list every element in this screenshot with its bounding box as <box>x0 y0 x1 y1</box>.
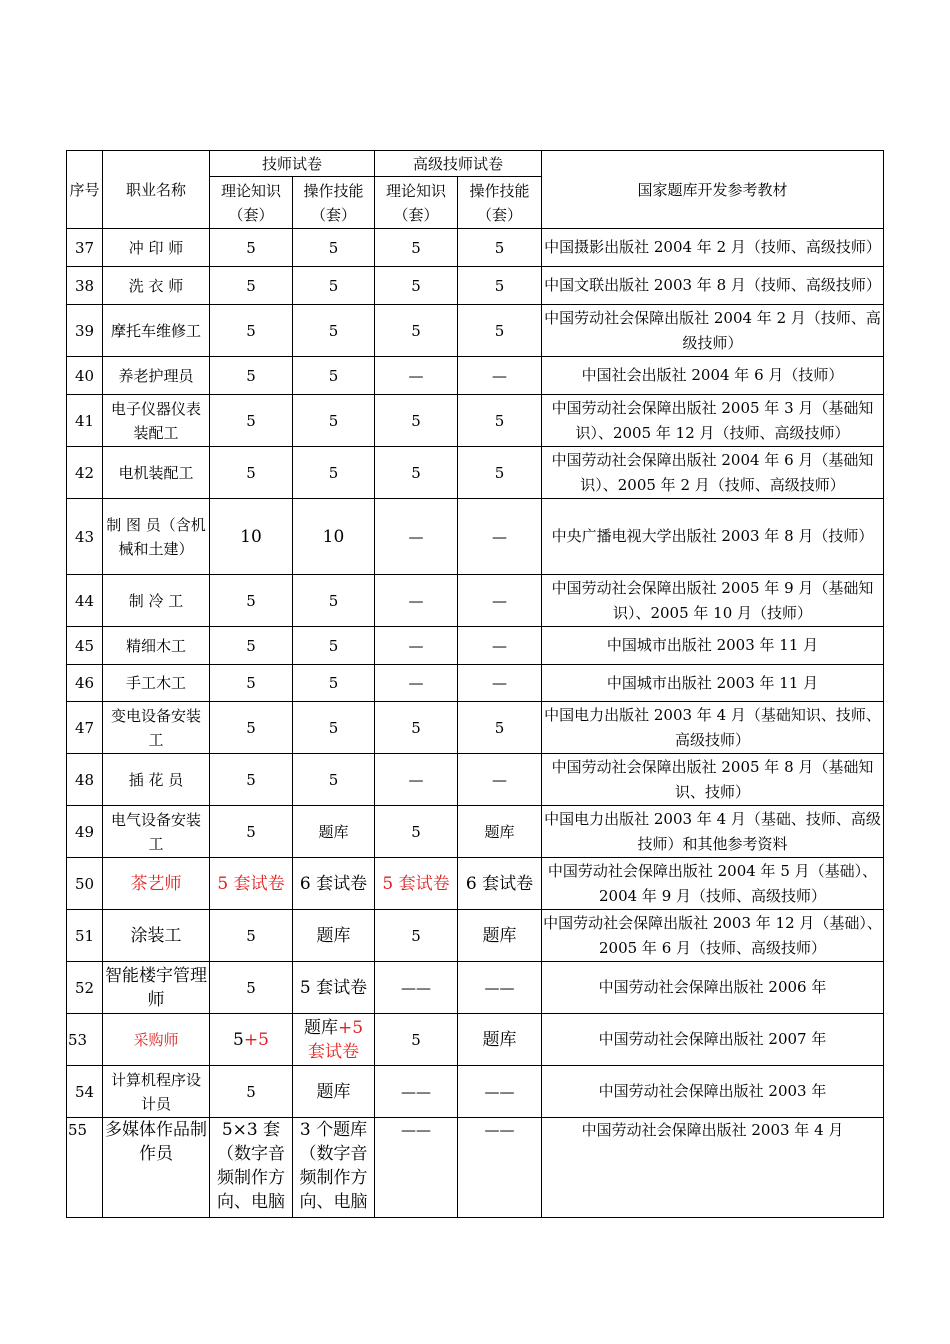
row-name: 手工木工 <box>103 665 210 702</box>
row-senior-skill: — <box>458 665 542 702</box>
row-senior-theory: 5 <box>375 447 458 499</box>
row-reference: 中国劳动社会保障出版社 2003 年 <box>542 1066 884 1118</box>
row-senior-skill: — <box>458 627 542 665</box>
row-name: 电子仪器仪表装配工 <box>103 395 210 447</box>
row-senior-skill: —— <box>458 1118 542 1218</box>
header-tech-skill: 操作技能 （套） <box>293 177 375 229</box>
row-tech-theory: 5 <box>210 806 293 858</box>
row-senior-theory: —— <box>375 962 458 1014</box>
row-seq: 38 <box>67 267 103 305</box>
row-tech-theory: 5 <box>210 754 293 806</box>
row-tech-theory: 5 <box>210 575 293 627</box>
row-tech-theory: 5 <box>210 267 293 305</box>
row-tech-skill: 5 <box>293 305 375 357</box>
table-row <box>67 575 884 627</box>
table-row <box>67 1118 884 1218</box>
row-reference: 中国文联出版社 2003 年 8 月（技师、高级技师） <box>542 267 884 305</box>
row-seq: 50 <box>67 858 103 910</box>
row-reference: 中国电力出版社 2003 年 4 月（基础、技师、高级技师）和其他参考资料 <box>542 806 884 858</box>
row-senior-skill: 题库 <box>458 806 542 858</box>
row-name: 电气设备安装工 <box>103 806 210 858</box>
row-reference: 中国劳动社会保障出版社 2004 年 5 月（基础）、2004 年 9 月（技师、高级技师） <box>542 858 884 910</box>
row-senior-skill: — <box>458 754 542 806</box>
header-name: 职业名称 <box>103 151 210 229</box>
row-reference: 中国劳动社会保障出版社 2007 年 <box>542 1014 884 1066</box>
profession-exam-table <box>66 150 884 1218</box>
table-row <box>67 229 884 267</box>
row-senior-skill: — <box>458 575 542 627</box>
row-tech-theory: 5 <box>210 627 293 665</box>
table-row <box>67 499 884 575</box>
row-tech-theory: 5 <box>210 229 293 267</box>
row-senior-skill: 5 <box>458 229 542 267</box>
row-tech-theory: 5 <box>210 357 293 395</box>
row-tech-theory: 5 <box>210 395 293 447</box>
table-row <box>67 305 884 357</box>
row-seq: 43 <box>67 499 103 575</box>
row-name: 计算机程序设计员 <box>103 1066 210 1118</box>
row-senior-skill: — <box>458 357 542 395</box>
row-senior-theory: 5 <box>375 229 458 267</box>
row-name: 涂装工 <box>103 910 210 962</box>
table-row <box>67 702 884 754</box>
row-tech-skill: 3 个题库（数字音频制作方向、电脑 <box>293 1118 375 1218</box>
header-senior-exam: 高级技师试卷 <box>375 151 542 177</box>
row-senior-skill: —— <box>458 962 542 1014</box>
row-name: 精细木工 <box>103 627 210 665</box>
table-row <box>67 357 884 395</box>
row-tech-theory: 5 <box>210 665 293 702</box>
row-tech-skill: 5 <box>293 627 375 665</box>
row-senior-skill: 6 套试卷 <box>458 858 542 910</box>
row-tech-theory: 5+5 <box>210 1014 293 1066</box>
row-senior-theory: 5 <box>375 806 458 858</box>
row-tech-skill: 5 <box>293 754 375 806</box>
row-reference: 中国社会出版社 2004 年 6 月（技师） <box>542 357 884 395</box>
row-reference: 中国摄影出版社 2004 年 2 月（技师、高级技师） <box>542 229 884 267</box>
row-seq: 45 <box>67 627 103 665</box>
row-tech-skill: 题库 <box>293 910 375 962</box>
header-reference: 国家题库开发参考教材 <box>542 151 884 229</box>
row-seq: 49 <box>67 806 103 858</box>
row-senior-theory: — <box>375 575 458 627</box>
row-senior-theory: — <box>375 754 458 806</box>
row-tech-skill: 题库 <box>293 806 375 858</box>
row-reference: 中国电力出版社 2003 年 4 月（基础知识、技师、高级技师） <box>542 702 884 754</box>
row-senior-theory: — <box>375 499 458 575</box>
row-tech-theory: 5 套试卷 <box>210 858 293 910</box>
row-senior-skill: 题库 <box>458 910 542 962</box>
row-senior-theory: —— <box>375 1066 458 1118</box>
table-row <box>67 806 884 858</box>
row-senior-skill: 5 <box>458 305 542 357</box>
row-name: 插 花 员 <box>103 754 210 806</box>
row-tech-skill: 5 <box>293 229 375 267</box>
row-name: 洗 衣 师 <box>103 267 210 305</box>
row-senior-skill: 5 <box>458 267 542 305</box>
row-seq: 39 <box>67 305 103 357</box>
row-name: 多媒体作品制作员 <box>103 1118 210 1218</box>
row-senior-theory: 5 <box>375 267 458 305</box>
row-tech-skill: 题库+5 套试卷 <box>293 1014 375 1066</box>
table-row <box>67 665 884 702</box>
row-tech-theory: 5 <box>210 910 293 962</box>
table-row <box>67 1066 884 1118</box>
row-tech-theory: 5 <box>210 305 293 357</box>
row-senior-theory: —— <box>375 1118 458 1218</box>
row-tech-theory: 5×3 套（数字音频制作方向、电脑 <box>210 1118 293 1218</box>
row-senior-skill: 5 <box>458 702 542 754</box>
row-reference: 中国劳动社会保障出版社 2005 年 9 月（基础知识）、2005 年 10 月（技师） <box>542 575 884 627</box>
row-senior-skill: —— <box>458 1066 542 1118</box>
row-senior-theory: — <box>375 665 458 702</box>
row-tech-skill: 5 <box>293 575 375 627</box>
table-row <box>67 447 884 499</box>
row-seq: 55 <box>67 1118 103 1218</box>
table-row <box>67 754 884 806</box>
row-tech-skill: 5 <box>293 395 375 447</box>
row-tech-skill: 题库 <box>293 1066 375 1118</box>
row-seq: 47 <box>67 702 103 754</box>
row-senior-theory: 5 <box>375 910 458 962</box>
row-senior-skill: 题库 <box>458 1014 542 1066</box>
row-tech-theory: 5 <box>210 447 293 499</box>
row-seq: 42 <box>67 447 103 499</box>
header-senior-skill: 操作技能 （套） <box>458 177 542 229</box>
header-senior-theory: 理论知识 （套） <box>375 177 458 229</box>
table-row <box>67 962 884 1014</box>
row-reference: 中央广播电视大学出版社 2003 年 8 月（技师） <box>542 499 884 575</box>
row-reference: 中国劳动社会保障出版社 2006 年 <box>542 962 884 1014</box>
row-seq: 40 <box>67 357 103 395</box>
row-tech-theory: 5 <box>210 1066 293 1118</box>
header-seq: 序号 <box>67 151 103 229</box>
row-seq: 53 <box>67 1014 103 1066</box>
header-tech-exam: 技师试卷 <box>210 151 375 177</box>
row-name: 电机装配工 <box>103 447 210 499</box>
row-seq: 46 <box>67 665 103 702</box>
row-name: 采购师 <box>103 1014 210 1066</box>
row-reference: 中国劳动社会保障出版社 2005 年 3 月（基础知识）、2005 年 12 月（技师、高级技师） <box>542 395 884 447</box>
row-name: 养老护理员 <box>103 357 210 395</box>
row-senior-skill: 5 <box>458 447 542 499</box>
row-seq: 51 <box>67 910 103 962</box>
row-senior-theory: 5 <box>375 395 458 447</box>
row-tech-skill: 5 套试卷 <box>293 962 375 1014</box>
row-name: 摩托车维修工 <box>103 305 210 357</box>
table-row <box>67 1014 884 1066</box>
row-seq: 44 <box>67 575 103 627</box>
row-name: 变电设备安装工 <box>103 702 210 754</box>
row-tech-skill: 5 <box>293 267 375 305</box>
row-reference: 中国劳动社会保障出版社 2003 年 4 月 <box>542 1118 884 1218</box>
row-name: 冲 印 师 <box>103 229 210 267</box>
row-seq: 41 <box>67 395 103 447</box>
row-senior-theory: — <box>375 627 458 665</box>
row-name: 智能楼宇管理师 <box>103 962 210 1014</box>
row-senior-skill: 5 <box>458 395 542 447</box>
row-seq: 52 <box>67 962 103 1014</box>
row-senior-theory: 5 套试卷 <box>375 858 458 910</box>
row-reference: 中国劳动社会保障出版社 2004 年 2 月（技师、高级技师） <box>542 305 884 357</box>
row-reference: 中国城市出版社 2003 年 11 月 <box>542 665 884 702</box>
row-tech-skill: 10 <box>293 499 375 575</box>
row-senior-theory: 5 <box>375 305 458 357</box>
row-tech-skill: 6 套试卷 <box>293 858 375 910</box>
row-name: 茶艺师 <box>103 858 210 910</box>
row-tech-theory: 5 <box>210 702 293 754</box>
row-tech-skill: 5 <box>293 447 375 499</box>
row-seq: 37 <box>67 229 103 267</box>
row-reference: 中国劳动社会保障出版社 2005 年 8 月（基础知识、技师） <box>542 754 884 806</box>
row-name: 制 冷 工 <box>103 575 210 627</box>
row-seq: 48 <box>67 754 103 806</box>
row-senior-theory: — <box>375 357 458 395</box>
row-tech-skill: 5 <box>293 665 375 702</box>
table-row <box>67 395 884 447</box>
row-reference: 中国劳动社会保障出版社 2004 年 6 月（基础知识）、2005 年 2 月（技师、高级技师） <box>542 447 884 499</box>
row-reference: 中国城市出版社 2003 年 11 月 <box>542 627 884 665</box>
row-tech-theory: 5 <box>210 962 293 1014</box>
row-reference: 中国劳动社会保障出版社 2003 年 12 月（基础）、2005 年 6 月（技师、高级技师） <box>542 910 884 962</box>
table-row <box>67 627 884 665</box>
row-tech-skill: 5 <box>293 357 375 395</box>
header-tech-theory: 理论知识 （套） <box>210 177 293 229</box>
table-row <box>67 910 884 962</box>
row-senior-skill: — <box>458 499 542 575</box>
table-row <box>67 267 884 305</box>
row-tech-theory: 10 <box>210 499 293 575</box>
row-seq: 54 <box>67 1066 103 1118</box>
table-row <box>67 858 884 910</box>
row-senior-theory: 5 <box>375 1014 458 1066</box>
row-tech-skill: 5 <box>293 702 375 754</box>
row-name: 制 图 员（含机械和土建） <box>103 499 210 575</box>
row-senior-theory: 5 <box>375 702 458 754</box>
